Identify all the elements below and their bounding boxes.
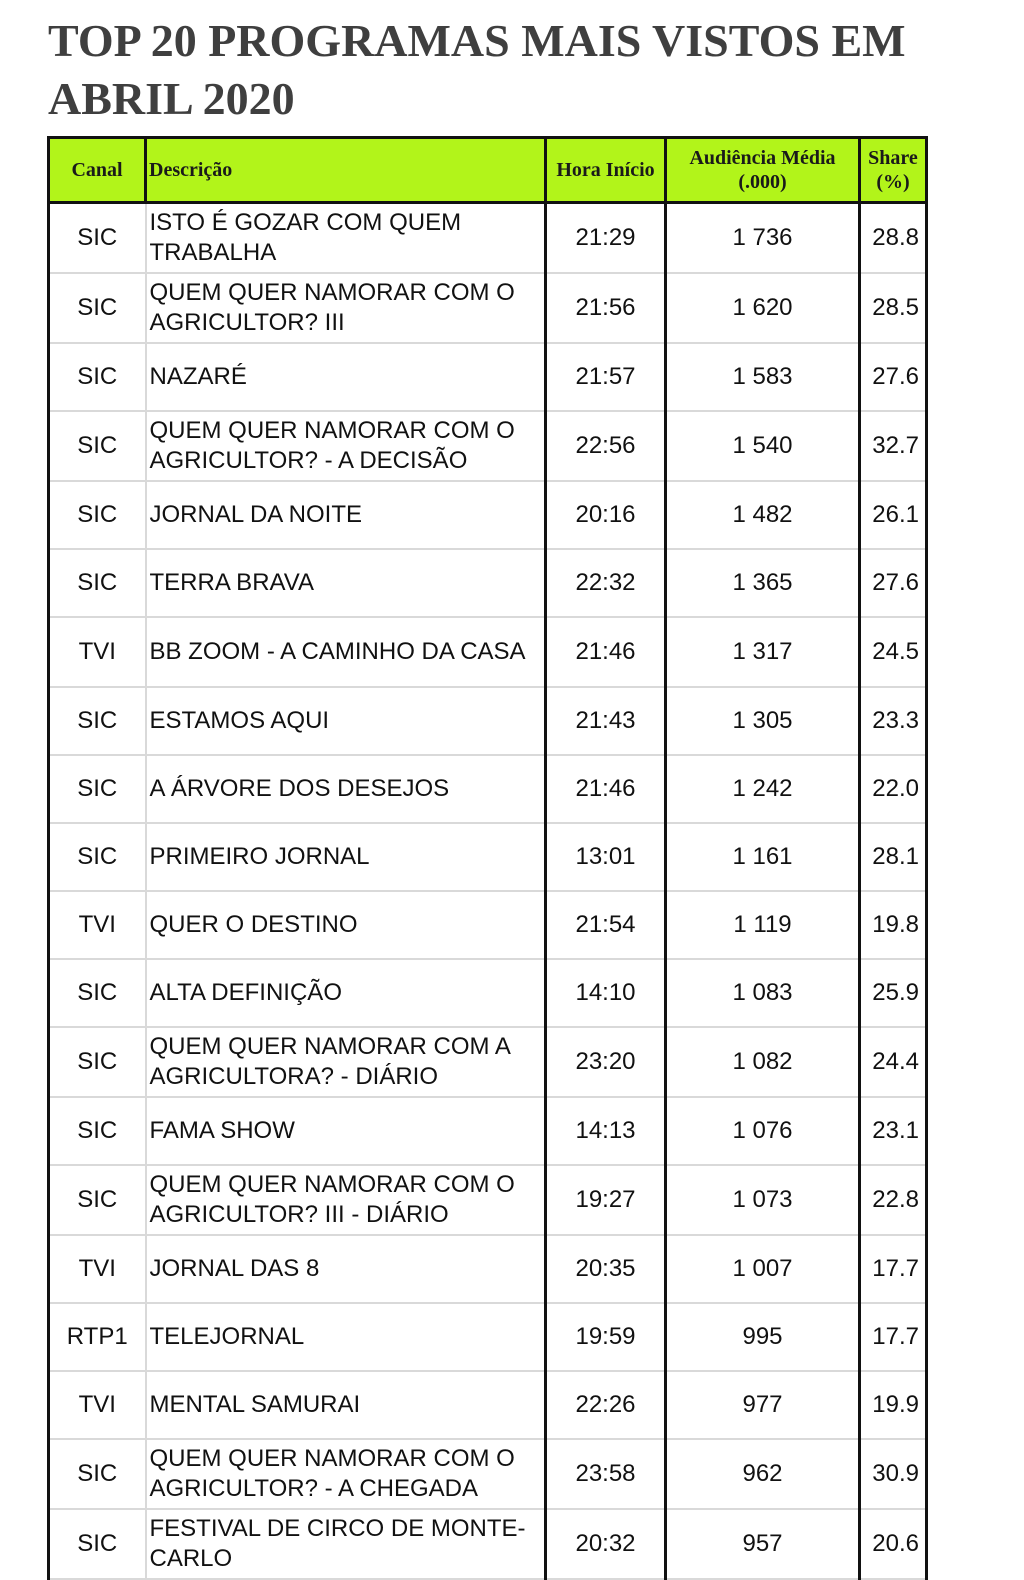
cell-share: 28.5 bbox=[860, 273, 927, 343]
cell-audiencia-media: 1 365 bbox=[666, 549, 860, 617]
table-row bbox=[49, 1509, 927, 1579]
cell-descricao: FESTIVAL DE CIRCO DE MONTE-CARLO bbox=[146, 1509, 546, 1579]
cell-audiencia-media: 1 082 bbox=[666, 1027, 860, 1097]
cell-canal: SIC bbox=[49, 755, 146, 823]
cell-hora-inicio: 21:56 bbox=[546, 273, 666, 343]
cell-share: 25.9 bbox=[860, 959, 927, 1027]
cell-canal: RTP1 bbox=[49, 1303, 146, 1371]
cell-descricao: ESTAMOS AQUI bbox=[146, 687, 546, 755]
cell-audiencia-media: 995 bbox=[666, 1303, 860, 1371]
table-row bbox=[49, 755, 927, 823]
cell-canal: SIC bbox=[49, 687, 146, 755]
cell-audiencia-media: 957 bbox=[666, 1509, 860, 1579]
table-row bbox=[49, 549, 927, 617]
cell-descricao: QUEM QUER NAMORAR COM O AGRICULTOR? - A DECISÃO bbox=[146, 411, 546, 481]
table-row bbox=[49, 959, 927, 1027]
cell-canal: SIC bbox=[49, 1509, 146, 1579]
cell-audiencia-media: 1 317 bbox=[666, 617, 860, 687]
cell-descricao: QUEM QUER NAMORAR COM O AGRICULTOR? III bbox=[146, 273, 546, 343]
cell-canal: SIC bbox=[49, 1097, 146, 1165]
cell-audiencia-media: 1 540 bbox=[666, 411, 860, 481]
cell-hora-inicio: 22:56 bbox=[546, 411, 666, 481]
table-row bbox=[49, 1439, 927, 1509]
table-row bbox=[49, 273, 927, 343]
table-row bbox=[49, 823, 927, 891]
cell-hora-inicio: 21:29 bbox=[546, 203, 666, 274]
cell-descricao: BB ZOOM - A CAMINHO DA CASA bbox=[146, 617, 546, 687]
cell-share: 17.7 bbox=[860, 1303, 927, 1371]
cell-canal: SIC bbox=[49, 203, 146, 274]
cell-audiencia-media: 1 007 bbox=[666, 1235, 860, 1303]
table-row bbox=[49, 1097, 927, 1165]
table-row bbox=[49, 1235, 927, 1303]
cell-audiencia-media: 1 305 bbox=[666, 687, 860, 755]
table-row bbox=[49, 411, 927, 481]
cell-canal: TVI bbox=[49, 1371, 146, 1439]
table-body bbox=[49, 203, 927, 1580]
cell-hora-inicio: 20:32 bbox=[546, 1509, 666, 1579]
cell-audiencia-media: 1 583 bbox=[666, 343, 860, 411]
cell-share: 28.1 bbox=[860, 823, 927, 891]
cell-hora-inicio: 21:43 bbox=[546, 687, 666, 755]
table-row bbox=[49, 1165, 927, 1235]
cell-canal: SIC bbox=[49, 549, 146, 617]
cell-descricao: ALTA DEFINIÇÃO bbox=[146, 959, 546, 1027]
cell-canal: SIC bbox=[49, 481, 146, 549]
cell-hora-inicio: 14:10 bbox=[546, 959, 666, 1027]
cell-share: 22.0 bbox=[860, 755, 927, 823]
cell-share: 24.4 bbox=[860, 1027, 927, 1097]
cell-share: 22.8 bbox=[860, 1165, 927, 1235]
cell-canal: SIC bbox=[49, 411, 146, 481]
table-row bbox=[49, 891, 927, 959]
header-canal: Canal bbox=[49, 138, 146, 203]
cell-audiencia-media: 1 242 bbox=[666, 755, 860, 823]
table-header-row bbox=[49, 138, 927, 203]
cell-hora-inicio: 21:46 bbox=[546, 617, 666, 687]
cell-hora-inicio: 21:57 bbox=[546, 343, 666, 411]
ratings-table bbox=[47, 136, 928, 1580]
table-row bbox=[49, 1027, 927, 1097]
cell-audiencia-media: 1 119 bbox=[666, 891, 860, 959]
cell-descricao: QUER O DESTINO bbox=[146, 891, 546, 959]
cell-descricao: QUEM QUER NAMORAR COM A AGRICULTORA? - DIÁRIO bbox=[146, 1027, 546, 1097]
cell-audiencia-media: 962 bbox=[666, 1439, 860, 1509]
cell-share: 23.3 bbox=[860, 687, 927, 755]
cell-share: 24.5 bbox=[860, 617, 927, 687]
cell-share: 30.9 bbox=[860, 1439, 927, 1509]
cell-canal: SIC bbox=[49, 1027, 146, 1097]
cell-audiencia-media: 1 620 bbox=[666, 273, 860, 343]
table-row bbox=[49, 1371, 927, 1439]
cell-audiencia-media: 1 736 bbox=[666, 203, 860, 274]
cell-descricao: TERRA BRAVA bbox=[146, 549, 546, 617]
table-row bbox=[49, 203, 927, 274]
cell-descricao: JORNAL DA NOITE bbox=[146, 481, 546, 549]
cell-canal: SIC bbox=[49, 273, 146, 343]
cell-audiencia-media: 977 bbox=[666, 1371, 860, 1439]
cell-share: 23.1 bbox=[860, 1097, 927, 1165]
cell-audiencia-media: 1 482 bbox=[666, 481, 860, 549]
cell-descricao: PRIMEIRO JORNAL bbox=[146, 823, 546, 891]
cell-hora-inicio: 22:26 bbox=[546, 1371, 666, 1439]
table-row bbox=[49, 481, 927, 549]
table-row bbox=[49, 343, 927, 411]
cell-canal: SIC bbox=[49, 343, 146, 411]
cell-hora-inicio: 23:58 bbox=[546, 1439, 666, 1509]
cell-hora-inicio: 19:27 bbox=[546, 1165, 666, 1235]
table-row bbox=[49, 617, 927, 687]
cell-share: 20.6 bbox=[860, 1509, 927, 1579]
cell-descricao: JORNAL DAS 8 bbox=[146, 1235, 546, 1303]
cell-descricao: TELEJORNAL bbox=[146, 1303, 546, 1371]
header-descricao: Descrição bbox=[146, 138, 546, 203]
page-title: TOP 20 PROGRAMAS MAIS VISTOS EM ABRIL 2020 bbox=[48, 15, 906, 124]
table-row bbox=[49, 687, 927, 755]
table-row bbox=[49, 1303, 927, 1371]
cell-hora-inicio: 14:13 bbox=[546, 1097, 666, 1165]
cell-audiencia-media: 1 076 bbox=[666, 1097, 860, 1165]
cell-share: 26.1 bbox=[860, 481, 927, 549]
cell-hora-inicio: 20:35 bbox=[546, 1235, 666, 1303]
cell-share: 28.8 bbox=[860, 203, 927, 274]
cell-audiencia-media: 1 161 bbox=[666, 823, 860, 891]
cell-canal: SIC bbox=[49, 1439, 146, 1509]
header-hora-inicio: Hora Início bbox=[546, 138, 666, 203]
cell-hora-inicio: 20:16 bbox=[546, 481, 666, 549]
cell-share: 32.7 bbox=[860, 411, 927, 481]
cell-hora-inicio: 13:01 bbox=[546, 823, 666, 891]
cell-canal: SIC bbox=[49, 1165, 146, 1235]
cell-canal: TVI bbox=[49, 1235, 146, 1303]
cell-share: 19.8 bbox=[860, 891, 927, 959]
cell-hora-inicio: 19:59 bbox=[546, 1303, 666, 1371]
header-audiencia-media: Audiência Média (.000) bbox=[666, 138, 860, 203]
cell-audiencia-media: 1 083 bbox=[666, 959, 860, 1027]
cell-hora-inicio: 21:54 bbox=[546, 891, 666, 959]
cell-descricao: ISTO É GOZAR COM QUEM TRABALHA bbox=[146, 203, 546, 274]
header-share: Share (%) bbox=[860, 138, 927, 203]
cell-descricao: QUEM QUER NAMORAR COM O AGRICULTOR? III - DIÁRIO bbox=[146, 1165, 546, 1235]
cell-canal: SIC bbox=[49, 823, 146, 891]
cell-share: 19.9 bbox=[860, 1371, 927, 1439]
cell-descricao: FAMA SHOW bbox=[146, 1097, 546, 1165]
cell-share: 27.6 bbox=[860, 343, 927, 411]
cell-hora-inicio: 21:46 bbox=[546, 755, 666, 823]
cell-audiencia-media: 1 073 bbox=[666, 1165, 860, 1235]
cell-canal: TVI bbox=[49, 891, 146, 959]
cell-hora-inicio: 23:20 bbox=[546, 1027, 666, 1097]
cell-share: 27.6 bbox=[860, 549, 927, 617]
cell-descricao: NAZARÉ bbox=[146, 343, 546, 411]
cell-hora-inicio: 22:32 bbox=[546, 549, 666, 617]
cell-canal: SIC bbox=[49, 959, 146, 1027]
cell-share: 17.7 bbox=[860, 1235, 927, 1303]
cell-canal: TVI bbox=[49, 617, 146, 687]
cell-descricao: MENTAL SAMURAI bbox=[146, 1371, 546, 1439]
cell-descricao: A ÁRVORE DOS DESEJOS bbox=[146, 755, 546, 823]
cell-descricao: QUEM QUER NAMORAR COM O AGRICULTOR? - A CHEGADA bbox=[146, 1439, 546, 1509]
